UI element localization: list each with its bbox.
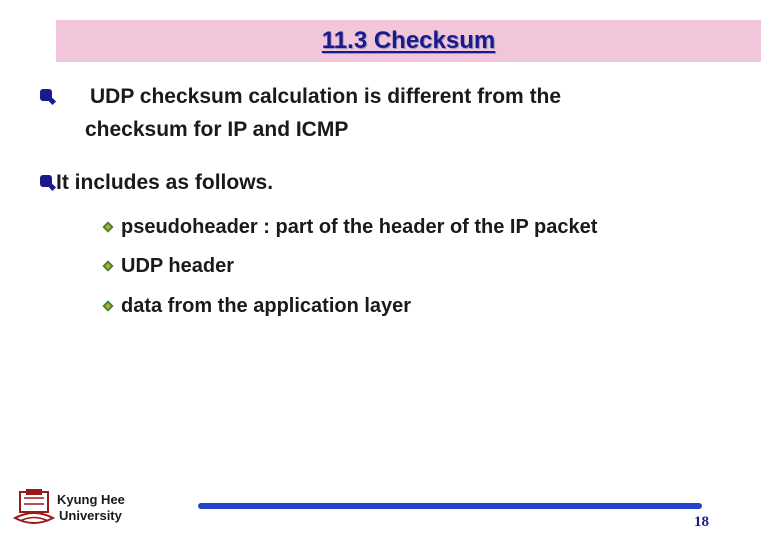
university-name xyxy=(56,492,125,524)
diamond-bullet-icon xyxy=(102,300,113,311)
diamond-bullet-icon xyxy=(102,221,113,232)
bullet-2-line-1: It includes as follows. xyxy=(56,171,274,194)
bullet-1-line-2: checksum for IP and ICMP xyxy=(85,118,349,141)
sub-bullet-1: pseudoheader : part of the header of the IP packet xyxy=(121,216,598,238)
university-logo-icon xyxy=(12,488,56,528)
university-name-line-2: University xyxy=(59,508,122,523)
sub-bullet-2: UDP header xyxy=(121,255,235,277)
diamond-bullet-icon xyxy=(102,260,113,271)
q-bullet-icon xyxy=(40,175,52,187)
title-bar xyxy=(56,20,761,62)
footer-divider xyxy=(198,503,702,509)
page-number: 18 xyxy=(694,514,709,530)
bullet-1-line-1: UDP checksum calculation is different from the xyxy=(90,85,562,108)
sub-bullet-3: data from the application layer xyxy=(121,295,412,317)
q-bullet-icon xyxy=(40,89,52,101)
university-name-line-1: Kyung Hee xyxy=(57,492,125,507)
slide-title: 11.3 Checksum xyxy=(321,27,496,54)
